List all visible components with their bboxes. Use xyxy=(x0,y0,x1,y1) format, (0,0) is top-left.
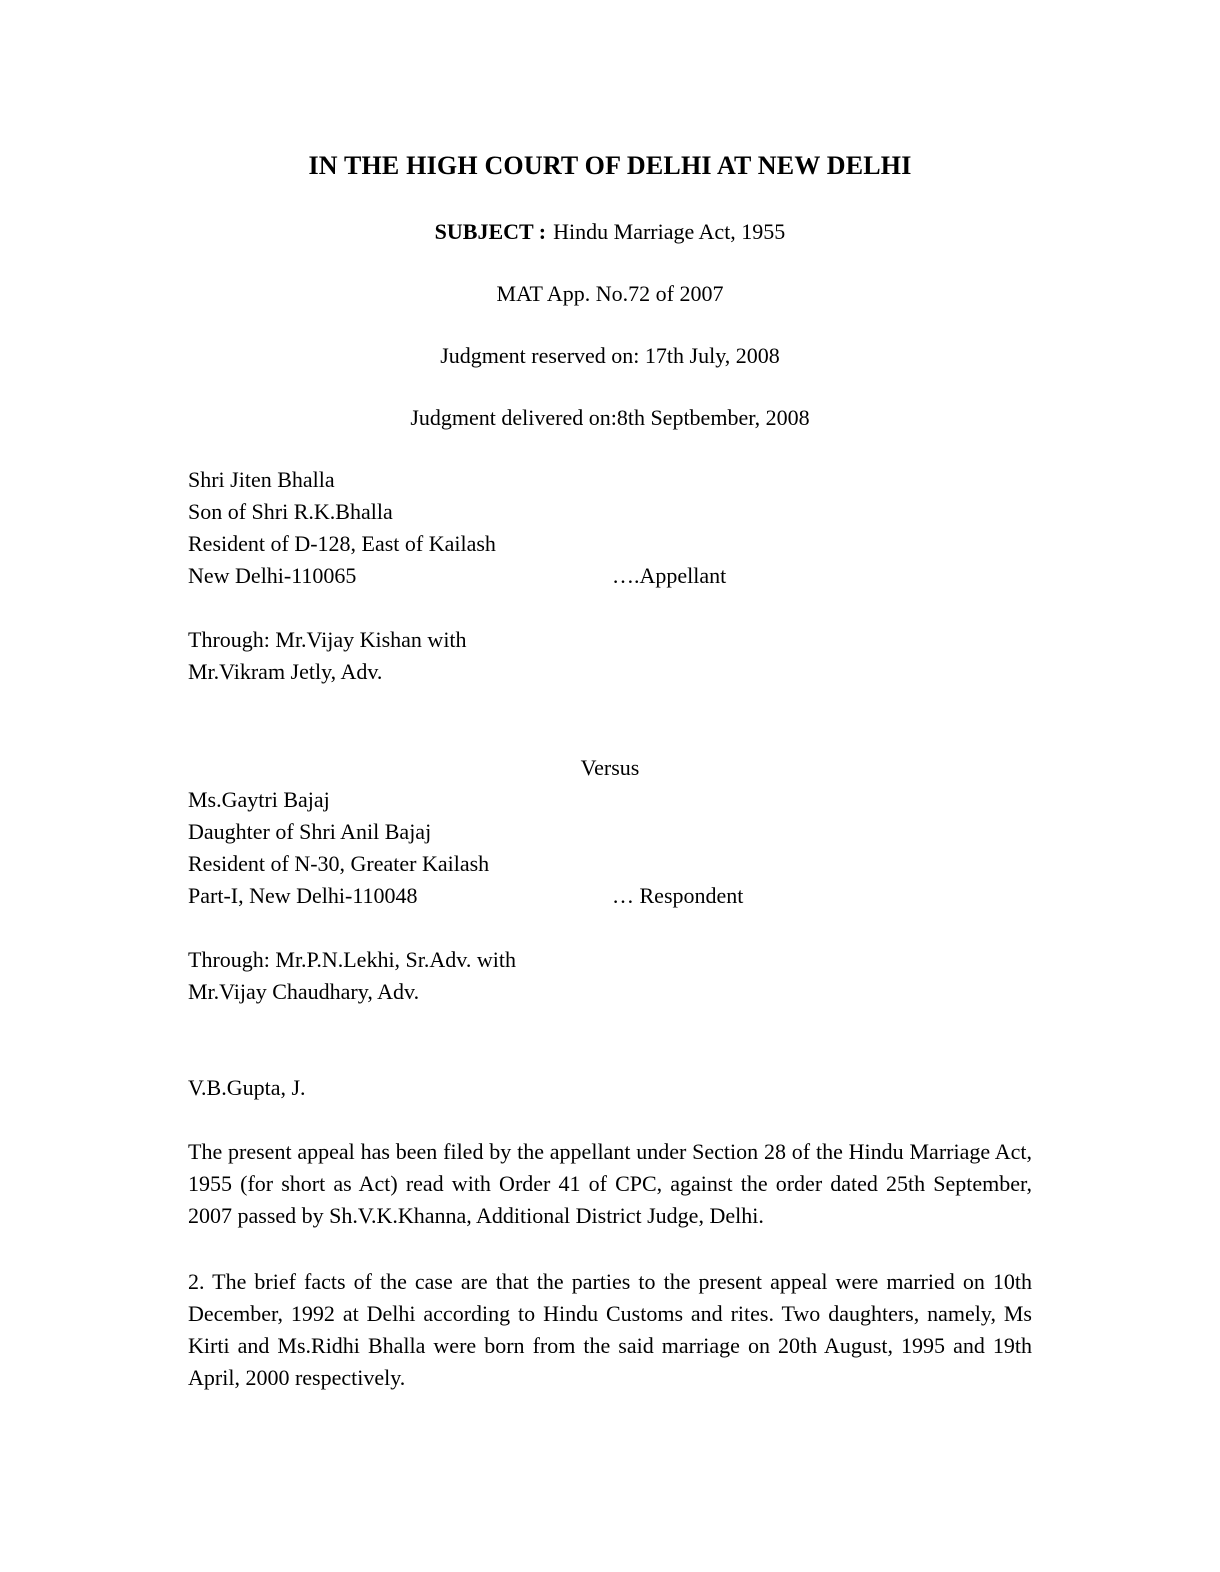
respondent-name: Ms.Gaytri Bajaj xyxy=(188,787,330,812)
respondent-counsel-block xyxy=(188,944,1032,1008)
paragraph-2: 2. The brief facts of the case are that the parties to the present appeal were married on 10th December, 1992 at Delhi according to Hindu Customs and rites. Two daughters, namely, Ms Kirti and Ms.Ridhi Bhalla were born from the said marriage on 20th August, 1995 and 19th April, 2000 respectively. xyxy=(188,1269,1032,1390)
case-number: MAT App. No.72 of 2007 xyxy=(496,281,724,306)
respondent-block xyxy=(188,784,1032,912)
appellant-block xyxy=(188,464,1032,592)
appellant-address-1: Resident of D-128, East of Kailash xyxy=(188,531,496,556)
appellant-designation: ….Appellant xyxy=(612,563,727,588)
versus-label: Versus xyxy=(580,755,640,780)
respondent-designation: … Respondent xyxy=(612,883,744,908)
appellant-address-2: New Delhi-110065 xyxy=(188,563,357,588)
subject-line xyxy=(188,216,1032,248)
appellant-parentage: Son of Shri R.K.Bhalla xyxy=(188,499,393,524)
appellant-counsel-1: Through: Mr.Vijay Kishan with xyxy=(188,627,467,652)
spacer xyxy=(188,1104,1032,1136)
subject-label: SUBJECT : xyxy=(434,219,547,244)
appellant-counsel-2: Mr.Vikram Jetly, Adv. xyxy=(188,659,383,684)
appellant-name: Shri Jiten Bhalla xyxy=(188,467,335,492)
respondent-counsel-2: Mr.Vijay Chaudhary, Adv. xyxy=(188,979,420,1004)
paragraph-1: The present appeal has been filed by the appellant under Section 28 of the Hindu Marriage Act, 1955 (for short as Act) read with Order 41 of CPC, against the order dated 25th September, 2007 passed by Sh.V.K.Khanna, Additional District Judge, Delhi. xyxy=(188,1139,1032,1228)
spacer xyxy=(188,592,1032,624)
spacer xyxy=(188,1008,1032,1072)
appellant-counsel-block xyxy=(188,624,1032,688)
spacer xyxy=(188,912,1032,944)
respondent-address-1: Resident of N-30, Greater Kailash xyxy=(188,851,490,876)
judgment-reserved-line: Judgment reserved on: 17th July, 2008 xyxy=(440,343,780,368)
subject-value: Hindu Marriage Act, 1955 xyxy=(553,219,786,244)
respondent-address-row xyxy=(188,880,1032,912)
respondent-parentage: Daughter of Shri Anil Bajaj xyxy=(188,819,432,844)
respondent-address-2: Part-I, New Delhi-110048 xyxy=(188,883,418,908)
respondent-counsel-1: Through: Mr.P.N.Lekhi, Sr.Adv. with xyxy=(188,947,516,972)
judge-name: V.B.Gupta, J. xyxy=(188,1075,306,1100)
judgment-delivered-line: Judgment delivered on:8th Septbember, 2008 xyxy=(410,405,810,430)
court-title: IN THE HIGH COURT OF DELHI AT NEW DELHI xyxy=(308,151,912,180)
spacer xyxy=(188,688,1032,752)
appellant-address-row xyxy=(188,560,1032,592)
